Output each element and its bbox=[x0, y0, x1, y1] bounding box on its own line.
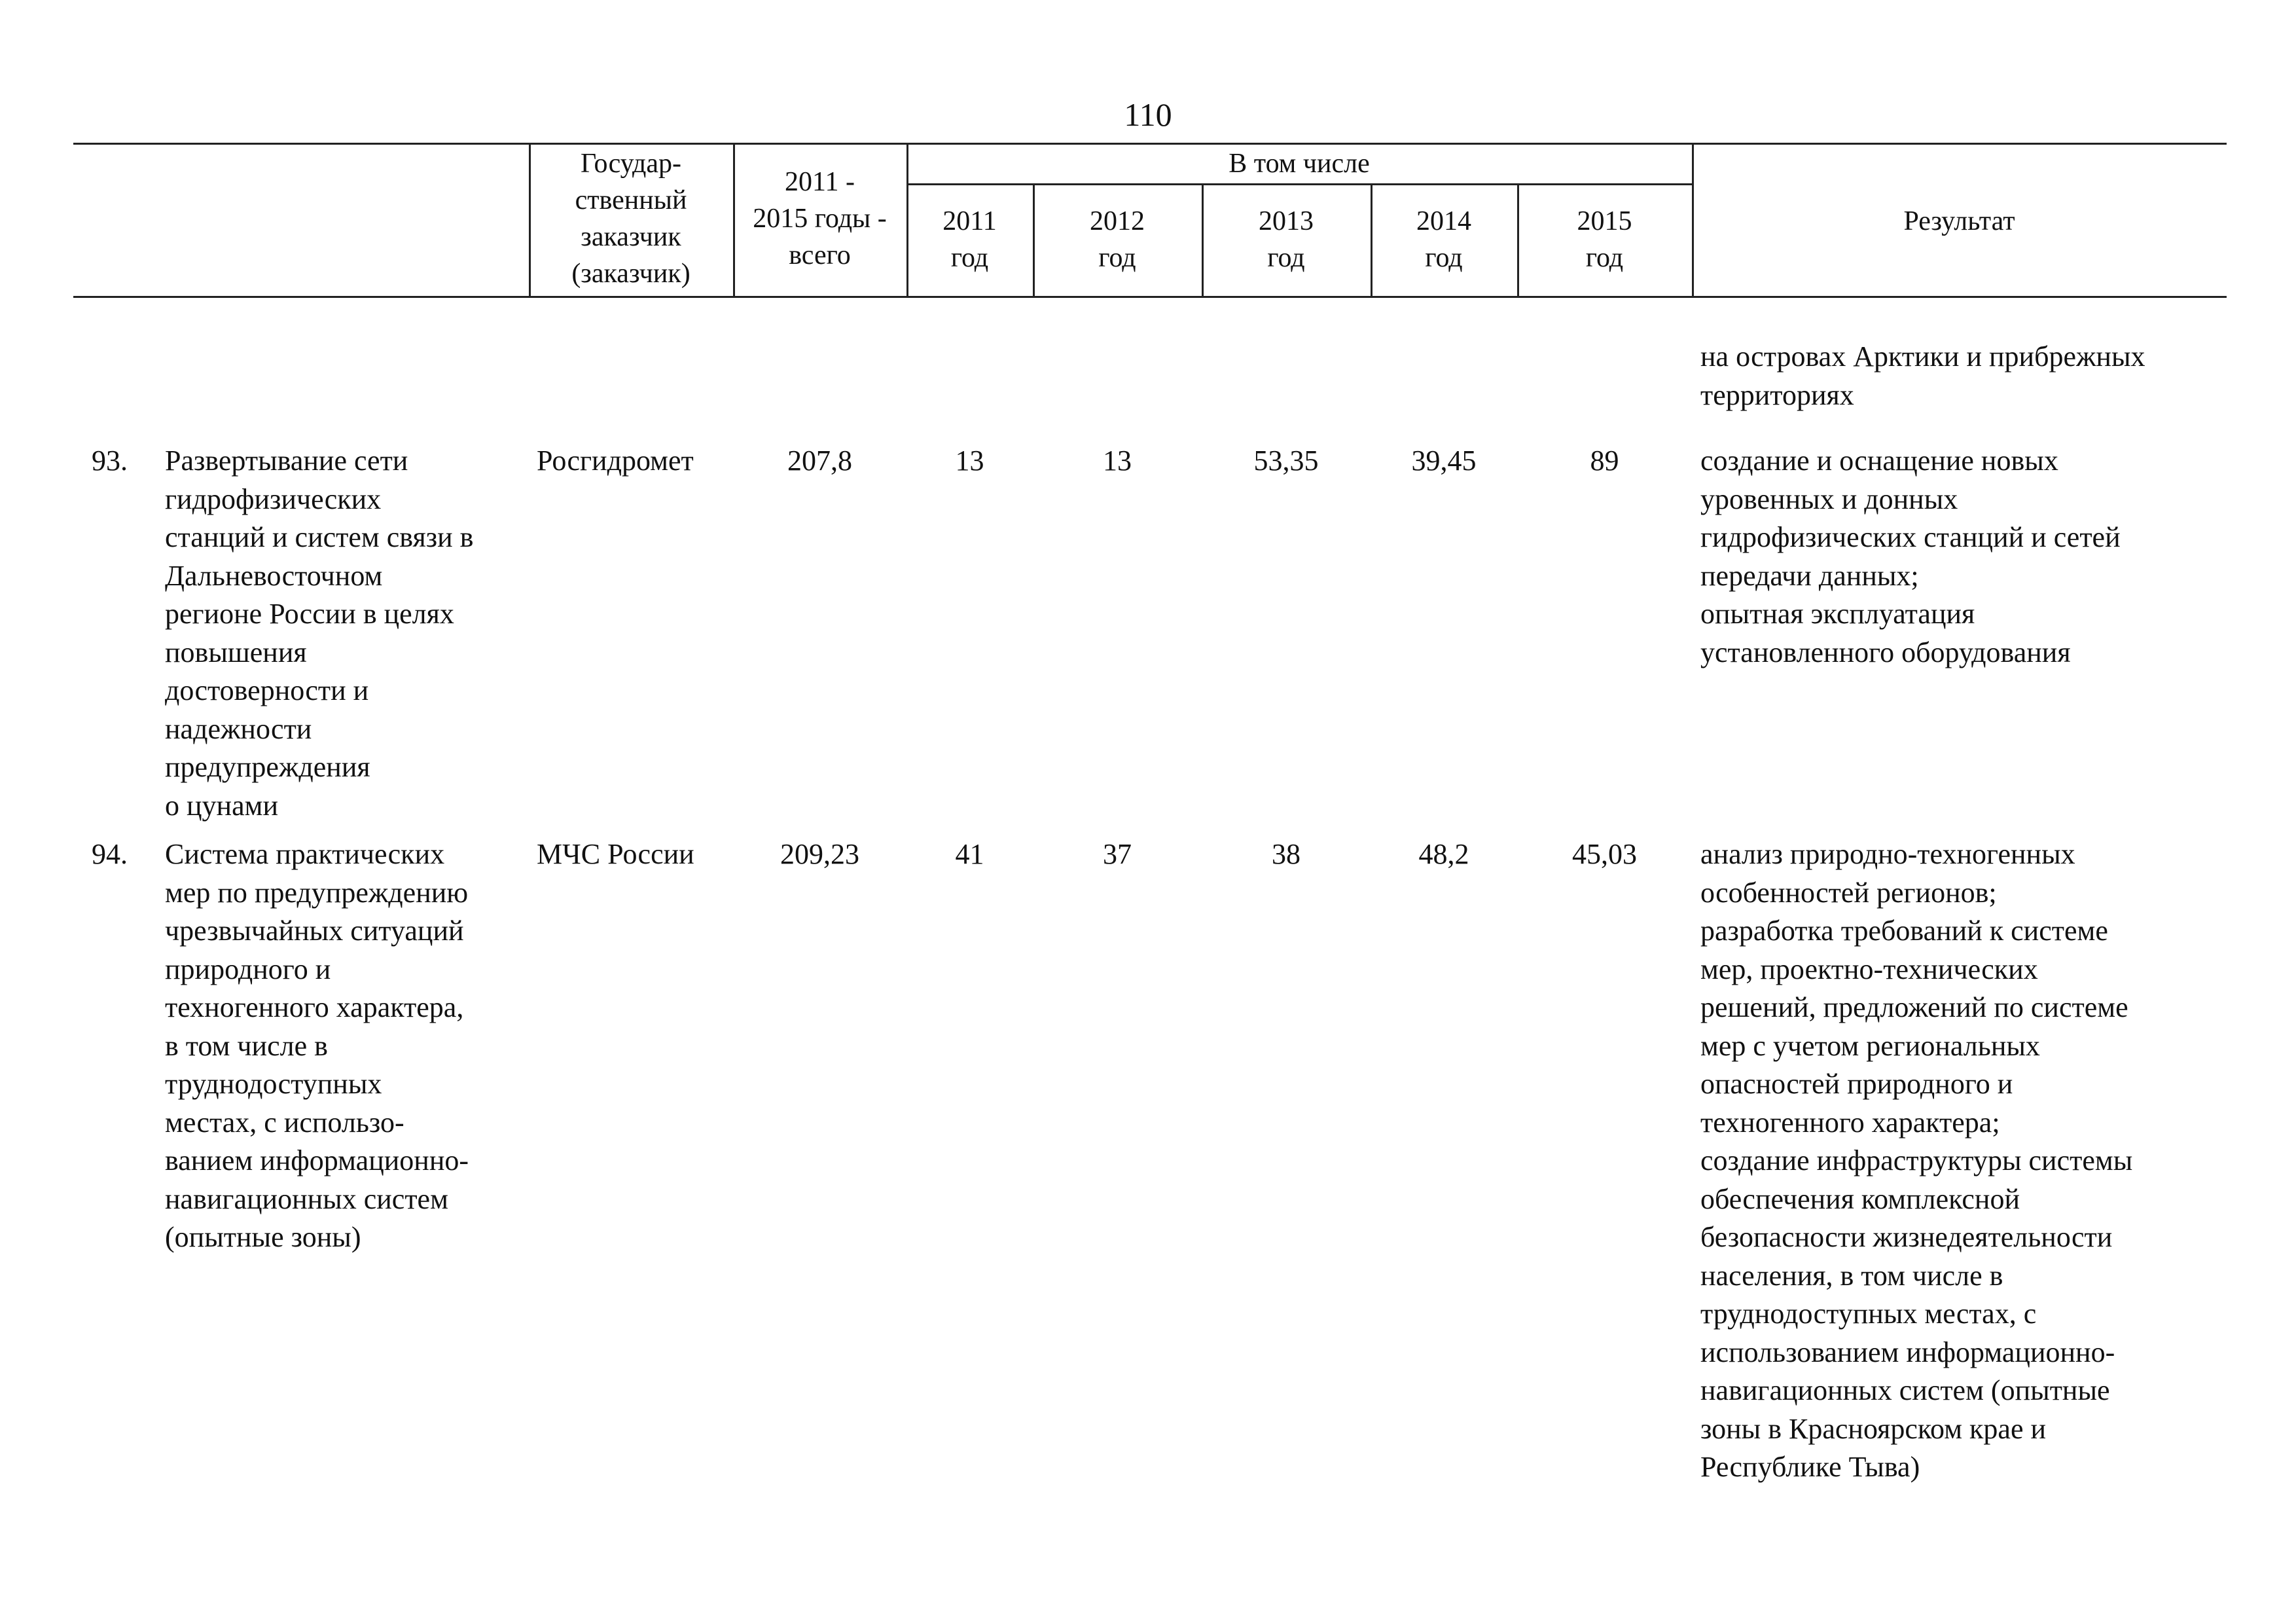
row-94-result: анализ природно-техногенных особенностей регионов; разработка требований к системе мер, проектно-технических решений, предложений по системе мер с учетом региональных опасностей природного и техногенного характера; создание инфраструктуры системы обеспечения комплексной безопасности жизнедеятельности населения, в том числе в труднодоступных местах, с использованием информационно- навигационных систем (опытные зоны в Красноярском крае и Республике Тыва) bbox=[1700, 838, 2133, 1483]
header-bottom-rule bbox=[73, 296, 2227, 298]
row-93-title: Развертывание сети гидрофизических станций и систем связи в Дальневосточном регионе России в целях повышения достоверности и надежности предупреждения о цунами bbox=[165, 445, 474, 822]
row-93-2014: 39,45 bbox=[1411, 445, 1477, 477]
row-94-2015: 45,03 bbox=[1572, 838, 1637, 870]
header-top-rule bbox=[73, 143, 2227, 145]
subheader-rule bbox=[906, 183, 1692, 185]
page-number: 110 bbox=[1124, 96, 1172, 133]
header-2013: 2013 год bbox=[1259, 206, 1314, 273]
row-94-2013: 38 bbox=[1272, 838, 1300, 870]
row-93-2012: 13 bbox=[1103, 445, 1132, 477]
row-93-2013: 53,35 bbox=[1253, 445, 1319, 477]
row-94-2011: 41 bbox=[955, 838, 984, 870]
header-2014: 2014 год bbox=[1416, 206, 1471, 273]
row-93-customer: Росгидромет bbox=[537, 445, 694, 477]
row-94-2012: 37 bbox=[1103, 838, 1132, 870]
row-94-total: 209,23 bbox=[780, 838, 859, 870]
row-94-number: 94. bbox=[92, 838, 128, 870]
row-93-total: 207,8 bbox=[787, 445, 852, 477]
row-94-title: Система практических мер по предупреждению чрезвычайных ситуаций природного и техногенного характера, в том числе в труднодоступных местах, с использо- ванием информационно- навигационных систем (опытные зоны) bbox=[165, 838, 469, 1253]
header-total: 2011 - 2015 годы - всего bbox=[753, 167, 887, 270]
header-2015: 2015 год bbox=[1577, 206, 1632, 273]
row-93-2015: 89 bbox=[1590, 445, 1619, 477]
header-2011: 2011 год bbox=[942, 206, 997, 273]
header-result: Результат bbox=[1903, 206, 2015, 236]
continuation-result: на островах Арктики и прибрежных территориях bbox=[1700, 340, 2145, 411]
row-94-2014: 48,2 bbox=[1418, 838, 1469, 870]
row-94-customer: МЧС России bbox=[537, 838, 694, 870]
row-93-number: 93. bbox=[92, 445, 128, 477]
header-including: В том числе bbox=[1229, 149, 1370, 179]
row-93-result: создание и оснащение новых уровенных и донных гидрофизических станций и сетей передачи данных; опытная эксплуатация установленного оборудования bbox=[1700, 445, 2121, 668]
header-customer: Государ- ственный заказчик (заказчик) bbox=[571, 149, 691, 289]
row-93-2011: 13 bbox=[955, 445, 984, 477]
header-2012: 2012 год bbox=[1090, 206, 1145, 273]
